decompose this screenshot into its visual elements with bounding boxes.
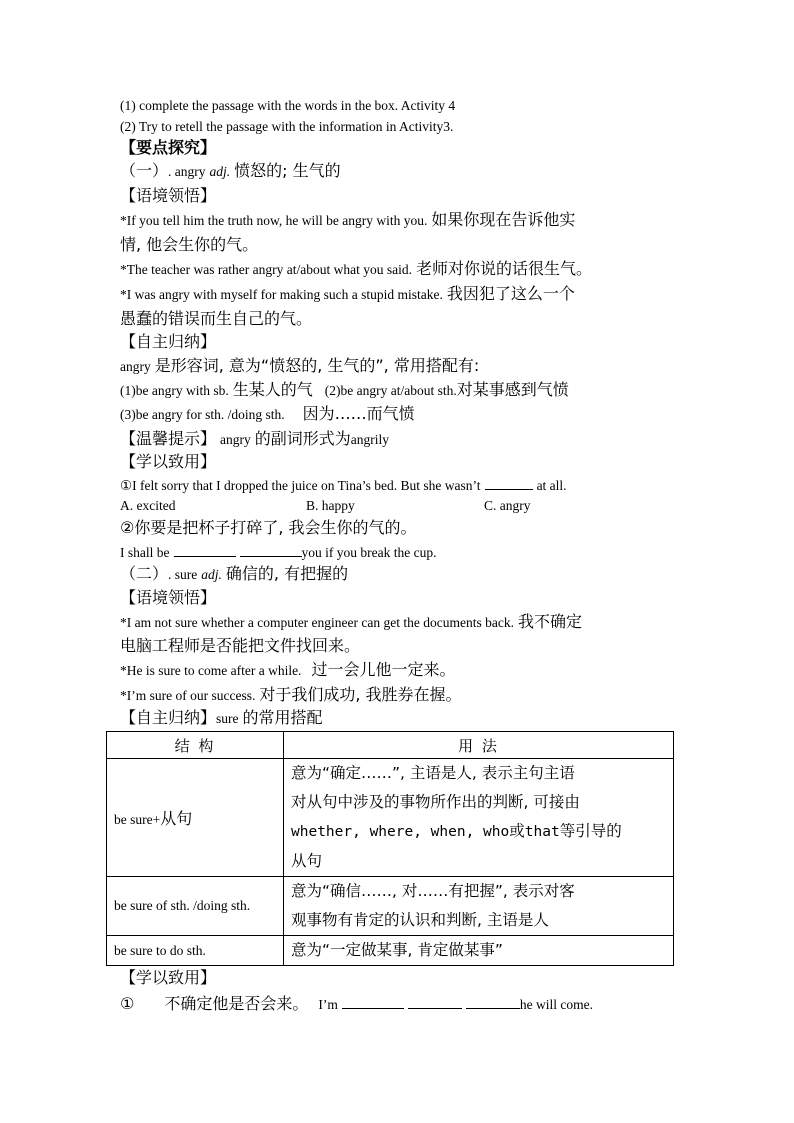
example-english: *If you tell him the truth now, he will be angry with you. — [120, 213, 428, 228]
tip-word: angry — [220, 432, 251, 447]
example-chinese: 我不确定 — [517, 612, 582, 631]
example-5 — [120, 662, 455, 679]
usage-cell — [284, 936, 674, 966]
part-of-speech: adj. — [209, 164, 231, 179]
table-row — [107, 877, 674, 936]
answer-blank[interactable] — [408, 996, 462, 1009]
collocation-2-meaning: 对某事感到气愤 — [456, 380, 569, 399]
meaning: 确信的, 有把握的 — [225, 564, 349, 583]
section-number: （二） — [120, 564, 169, 583]
answer-blank[interactable] — [485, 477, 533, 490]
section-2-title — [120, 566, 348, 583]
answer-blank[interactable] — [240, 544, 302, 557]
table-row — [107, 759, 674, 877]
heading-tip: 【温馨提示】 — [120, 429, 217, 448]
question-2 — [120, 544, 436, 561]
example-english: *I was angry with myself for making such a stupid mistake. — [120, 287, 443, 302]
example-chinese: 老师对你说的话很生气。 — [416, 259, 593, 278]
summary-line — [120, 358, 479, 375]
collocation-2: (2)be angry at/about sth. — [324, 383, 457, 398]
meaning: 愤怒的; 生气的 — [234, 161, 341, 180]
example-chinese: 对于我们成功, 我胜券在握。 — [259, 685, 462, 704]
usage-line: 对从句中涉及的事物所作出的判断, 可接由 — [291, 793, 580, 811]
collocation-table — [106, 731, 674, 966]
headword: . sure — [168, 567, 198, 582]
example-english: *I’m sure of our success. — [120, 688, 256, 703]
example-3-cont: 愚蠢的错误而生自己的气。 — [120, 309, 313, 328]
question-chinese: 不确定他是否会来。 — [164, 994, 309, 1013]
answer-blank[interactable] — [342, 996, 404, 1009]
question-tail: you if you break the cup. — [301, 545, 437, 560]
section-1-title — [120, 163, 341, 180]
task-1: (1) complete the passage with the words in the box. Activity 4 — [120, 98, 456, 113]
collocations-1-2 — [120, 382, 569, 399]
example-1-cont: 情, 他会生你的气。 — [120, 235, 259, 254]
usage-cell — [284, 759, 674, 877]
table-row — [107, 936, 674, 966]
option-c[interactable]: C. angry — [484, 498, 531, 513]
heading-summary: 【自主归纳】 — [120, 332, 217, 351]
structure-cell: be sure of sth. /doing sth. — [107, 877, 284, 936]
question-tail: at all. — [536, 478, 567, 493]
usage-conjunctions: whether, where, when, who — [291, 824, 510, 840]
header-structure: 结 构 — [107, 732, 284, 759]
example-3 — [120, 286, 575, 303]
usage-or: 或 — [509, 822, 525, 840]
heading-apply: 【学以致用】 — [120, 968, 217, 987]
question-text: ①I felt sorry that I dropped the juice on Tina’s bed. But she wasn’t — [120, 478, 481, 493]
example-english: *He is sure to come after a while. — [120, 663, 302, 678]
task-2: (2) Try to retell the passage with the information in Activity3. — [120, 119, 454, 134]
structure-zh: 从句 — [160, 809, 193, 828]
usage-line: 意为“一定做某事, 肯定做某事” — [291, 941, 503, 959]
usage-line: 从句 — [291, 852, 323, 870]
summary-text: 的常用搭配 — [242, 708, 323, 727]
usage-line — [291, 817, 666, 847]
heading-summary: 【自主归纳】 — [120, 708, 217, 727]
question-text: I’m — [318, 997, 338, 1012]
tip-answer: angrily — [350, 432, 390, 447]
headword: . angry — [168, 164, 206, 179]
heading-key-points: 【要点探究】 — [120, 138, 217, 157]
collocation-3: (3)be angry for sth. /doing sth. — [120, 407, 285, 422]
summary-word: angry — [120, 359, 151, 374]
structure-cell — [107, 759, 284, 877]
option-a[interactable]: A. excited — [120, 498, 176, 513]
example-chinese: 如果你现在告诉他实 — [431, 210, 576, 229]
question-text: I shall be — [120, 545, 170, 560]
summary-word: sure — [216, 711, 239, 726]
collocation-3-meaning: 因为……而气愤 — [302, 404, 415, 423]
answer-blank[interactable] — [466, 996, 520, 1009]
collocation-3-line — [120, 406, 415, 423]
section-number: （一） — [120, 161, 169, 180]
collocation-1: (1)be angry with sb. — [120, 383, 229, 398]
collocation-1-meaning: 生某人的气 — [232, 380, 313, 399]
usage-tail: 等引导的 — [559, 822, 622, 840]
question-tail: he will come. — [519, 997, 593, 1012]
header-usage: 用 法 — [284, 732, 674, 759]
usage-line: 意为“确信……, 对……有把握”, 表示对客 — [291, 882, 575, 900]
question-3 — [120, 996, 593, 1013]
tip-line — [120, 431, 389, 448]
structure-en: be sure+ — [114, 812, 161, 827]
example-english: *I am not sure whether a computer engineer can get the documents back. — [120, 615, 514, 630]
usage-line: 观事物有肯定的认识和判断, 主语是人 — [291, 911, 549, 929]
answer-blank[interactable] — [174, 544, 236, 557]
option-b[interactable]: B. happy — [306, 498, 355, 513]
usage-cell — [284, 877, 674, 936]
tip-text: 的副词形式为 — [254, 429, 351, 448]
table-header-row — [107, 732, 674, 759]
summary-text: 是形容词, 意为“愤怒的, 生气的”, 常用搭配有: — [154, 356, 480, 375]
example-chinese: 我因犯了这么一个 — [446, 284, 575, 303]
heading-apply: 【学以致用】 — [120, 452, 217, 471]
example-1 — [120, 212, 575, 229]
question-number: ① — [120, 994, 135, 1013]
usage-that: that — [524, 824, 560, 840]
usage-line: 意为“确定……”, 主语是人, 表示主句主语 — [291, 764, 575, 782]
structure-cell: be sure to do sth. — [107, 936, 284, 966]
part-of-speech: adj. — [201, 567, 222, 582]
example-chinese: 过一会儿他一定来。 — [311, 660, 456, 679]
question-2-chinese: ②你要是把杯子打碎了, 我会生你的气的。 — [120, 518, 417, 537]
example-2 — [120, 261, 592, 278]
example-4-cont: 电脑工程师是否能把文件找回来。 — [120, 636, 361, 655]
example-6 — [120, 687, 462, 704]
summary-2-line — [120, 710, 323, 727]
question-1 — [120, 477, 567, 494]
example-4 — [120, 614, 582, 631]
heading-context: 【语境领悟】 — [120, 186, 217, 205]
heading-context: 【语境领悟】 — [120, 588, 217, 607]
example-english: *The teacher was rather angry at/about what you said. — [120, 262, 413, 277]
